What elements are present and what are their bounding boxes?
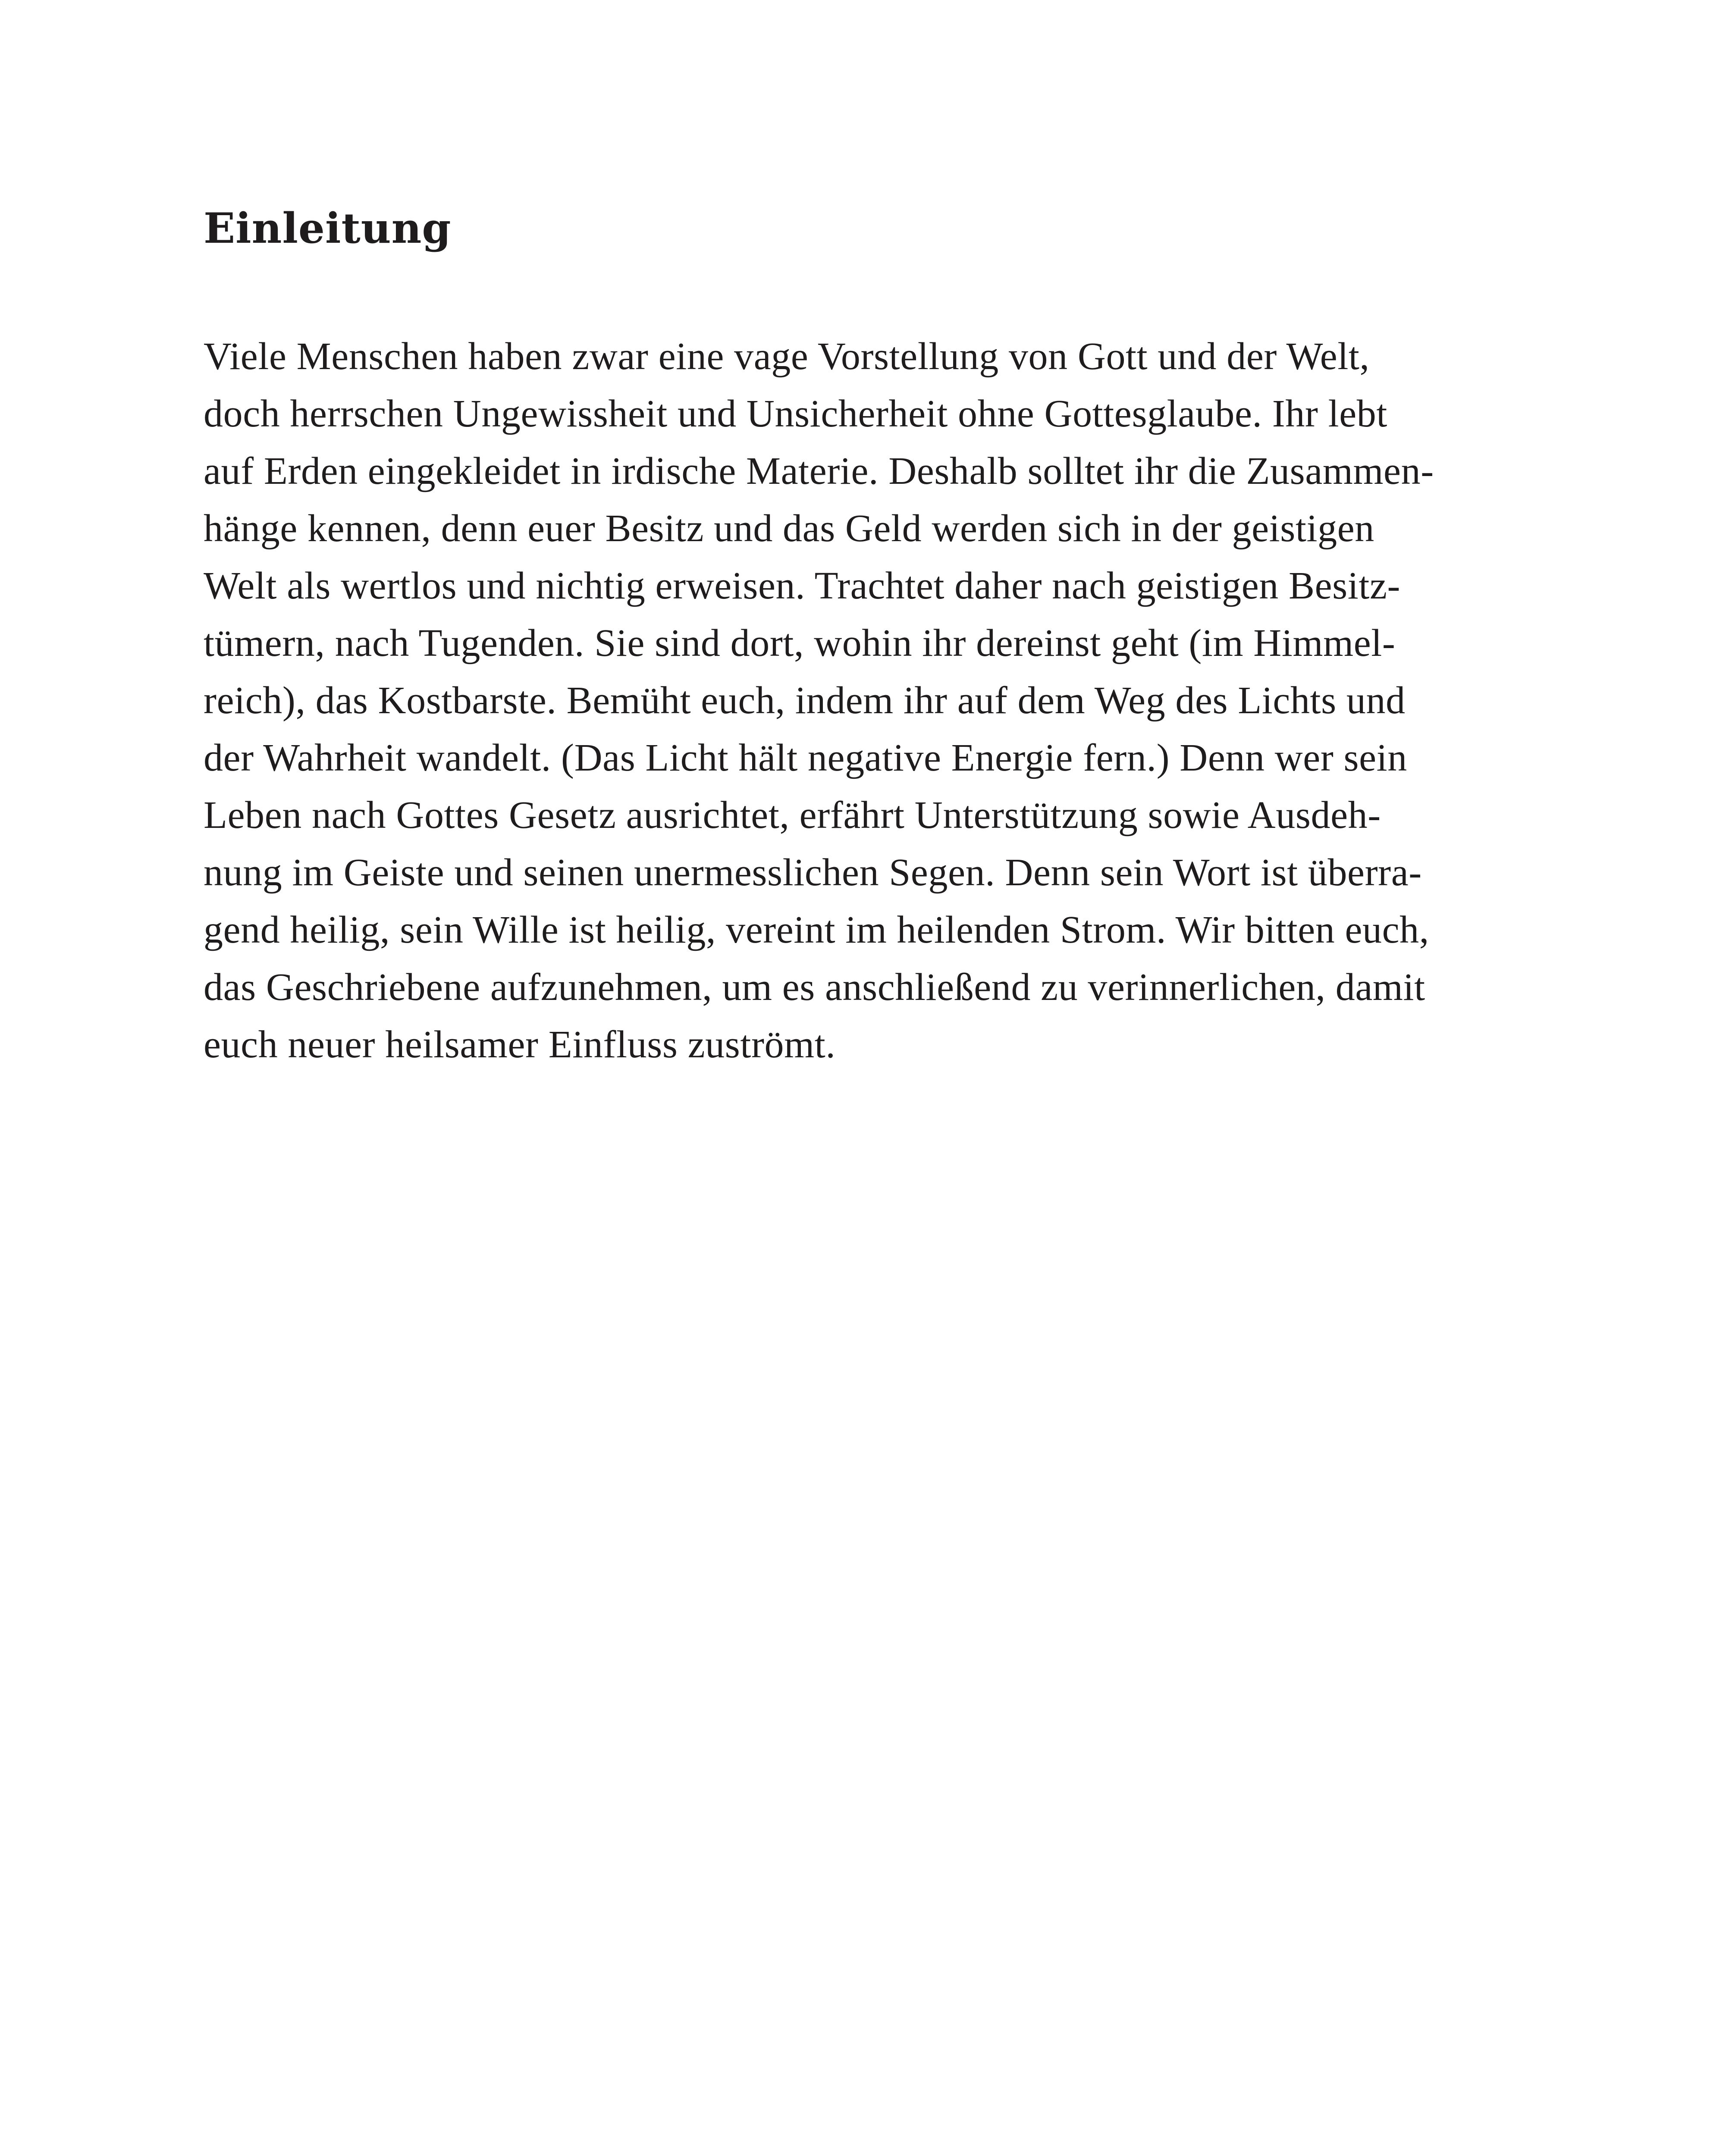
paragraph-line: auf Erden eingekleidet in irdische Materie. Deshalb solltet ihr die Zusammen- bbox=[204, 450, 1434, 492]
paragraph-line: der Wahrheit wandelt. (Das Licht hält negative Energie fern.) Denn wer sein bbox=[204, 736, 1407, 779]
section-heading: Einleitung bbox=[204, 204, 452, 253]
paragraph-line: gend heilig, sein Wille ist heilig, vereint im heilenden Strom. Wir bitten euch, bbox=[204, 909, 1429, 951]
paragraph-line: Leben nach Gottes Gesetz ausrichtet, erfährt Unterstützung sowie Ausdeh- bbox=[204, 794, 1381, 837]
paragraph-line: das Geschriebene aufzunehmen, um es anschließend zu verinnerlichen, damit bbox=[204, 966, 1425, 1009]
paragraph-line: doch herrschen Ungewissheit und Unsicherheit ohne Gottesglaube. Ihr lebt bbox=[204, 392, 1387, 435]
paragraph-line: nung im Geiste und seinen unermesslichen Segen. Denn sein Wort ist überra- bbox=[204, 851, 1422, 894]
body-paragraph bbox=[204, 328, 1549, 1073]
paragraph-line: euch neuer heilsamer Einfluss zuströmt. bbox=[204, 1023, 836, 1066]
paragraph-line: reich), das Kostbarste. Bemüht euch, indem ihr auf dem Weg des Lichts und bbox=[204, 679, 1406, 722]
paragraph-line: Viele Menschen haben zwar eine vage Vorstellung von Gott und der Welt, bbox=[204, 335, 1370, 378]
paragraph-line: Welt als wertlos und nichtig erweisen. Trachtet daher nach geistigen Besitz- bbox=[204, 564, 1401, 607]
paragraph-line: tümern, nach Tugenden. Sie sind dort, wohin ihr dereinst geht (im Himmel- bbox=[204, 622, 1396, 664]
paragraph-line: hänge kennen, denn euer Besitz und das Geld werden sich in der geistigen bbox=[204, 507, 1374, 550]
